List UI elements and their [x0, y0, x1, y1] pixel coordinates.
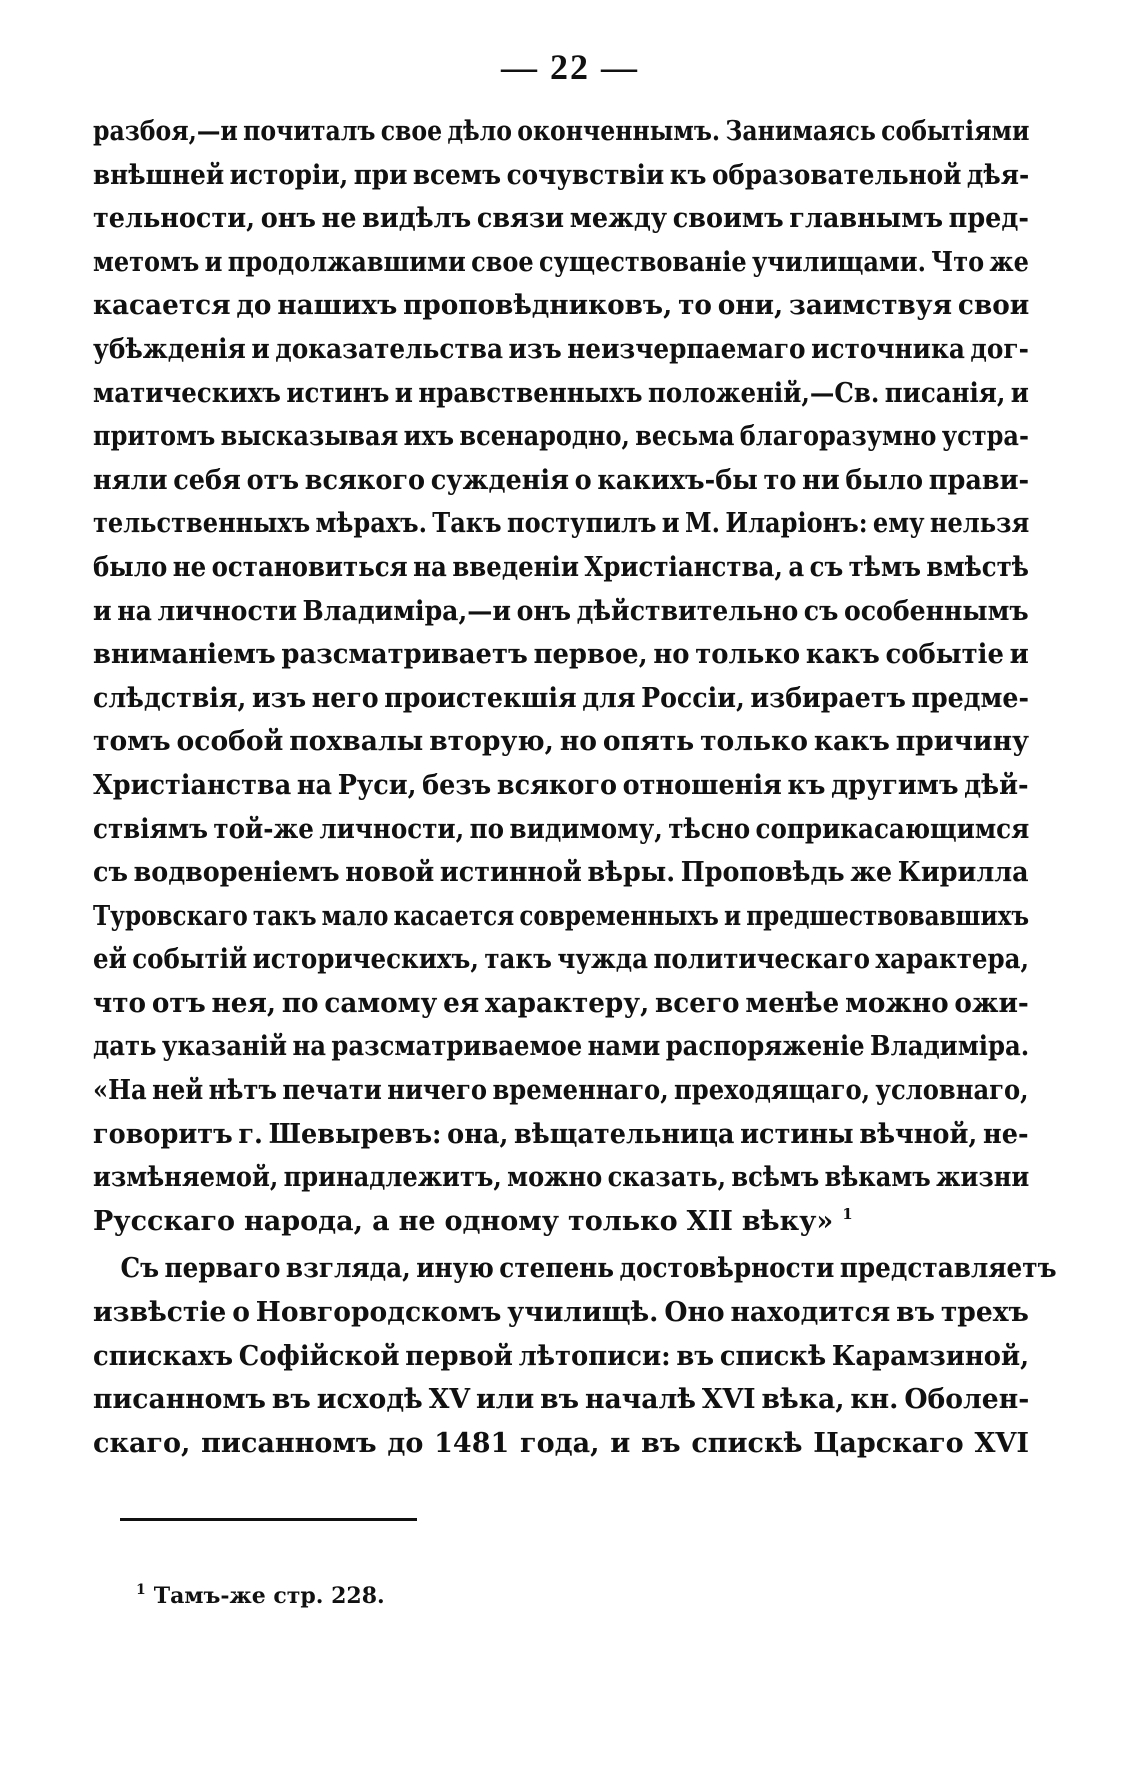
text-line: спискахъ Софійской первой лѣтописи: въ спискѣ Карамзиной,	[93, 1340, 1030, 1372]
text-line: слѣдствія, изъ него проистекшія для Россіи, избираетъ предме-	[93, 682, 1029, 714]
text-line: Христіанства на Руси, безъ всякого отношенія къ другимъ дѣй-	[93, 769, 1029, 801]
text-line: дать указаній на разсматриваемое нами распоряженіе Владиміра.	[93, 1031, 1030, 1063]
text-line: писанномъ въ исходѣ XV или въ началѣ XVI вѣка, кн. Оболен-	[93, 1384, 1030, 1416]
text-line: и на личности Владиміра,—и онъ дѣйствительно съ особеннымъ	[93, 595, 1029, 627]
text-line: Туровскаго такъ мало касается современныхъ и предшествовавшихъ	[93, 900, 1030, 932]
text-line: внѣшней исторіи, при всемъ сочувствіи къ образовательной дѣя-	[93, 159, 1030, 191]
text-line: матическихъ истинъ и нравственныхъ положеній,—Св. писанія, и	[93, 377, 1029, 409]
footnote-reference: 1	[842, 1204, 853, 1223]
text-line: что отъ нея, по самому ея характеру, всего менѣе можно ожи-	[93, 987, 1029, 1019]
text-line: притомъ высказывая ихъ всенародно, весьма благоразумно устра-	[93, 421, 1029, 453]
text-line: няли себя отъ всякого сужденія о какихъ-бы то ни было прави-	[93, 464, 1030, 496]
text-line: разбоя,—и почиталъ свое дѣло оконченнымъ. Занимаясь событіями	[93, 116, 1030, 147]
text-line: касается до нашихъ проповѣдниковъ, то они, заимствуя свои	[93, 290, 1030, 322]
text-line: съ водвореніемъ новой истинной вѣры. Проповѣдь же Кирилла	[93, 857, 1029, 889]
footnote	[136, 1583, 385, 1609]
text-line: тельности, онъ не видѣлъ связи между своимъ главнымъ пред-	[93, 203, 1029, 235]
body-text	[93, 116, 1057, 1471]
text-line: говоритъ г. Шевыревъ: она, вѣщательница истины вѣчной, не-	[93, 1118, 1029, 1150]
text-line: метомъ и продолжавшими свое существованіе училищами. Что же	[93, 246, 1029, 278]
text-line: измѣняемой, принадлежитъ, можно сказать, всѣмъ вѣкамъ жизни	[93, 1162, 1030, 1194]
text-line: ствіямъ той-же личности, по видимому, тѣсно соприкасающимся	[93, 813, 1030, 845]
footnote-mark: 1	[136, 1582, 146, 1598]
text-line: ей событій историческихъ, такъ чужда политическаго характера,	[93, 944, 1030, 976]
page-number: — 22 —	[501, 47, 639, 87]
text-line: томъ особой похвалы вторую, но опять только какъ причину	[93, 726, 1030, 758]
text-line: извѣстіе о Новгородскомъ училищѣ. Оно находится въ трехъ	[93, 1297, 1029, 1329]
footnote-text: Тамъ-же стр. 228.	[153, 1583, 385, 1609]
text-line: Съ перваго взгляда, иную степень достовѣрности представляетъ	[120, 1253, 1057, 1285]
text-line: скаго, писанномъ до 1481 года, и въ спискѣ Царскаго XVI	[93, 1427, 1029, 1459]
text-line: «На ней нѣтъ печати ничего временнаго, преходящаго, условнаго,	[93, 1075, 1029, 1107]
text-line: Русскаго народа, а не одному только XII вѣку» 1	[93, 1204, 853, 1237]
footnote-divider	[120, 1518, 417, 1521]
text-line: убѣжденія и доказательства изъ неизчерпаемаго источника дог-	[93, 333, 1029, 365]
text-line: тельственныхъ мѣрахъ. Такъ поступилъ и М. Иларіонъ: ему нельзя	[93, 508, 1030, 540]
text-line: было не остановиться на введеніи Христіанства, а съ тѣмъ вмѣстѣ	[93, 551, 1029, 583]
text-line: вниманіемъ разсматриваетъ первое, но только какъ событіе и	[93, 639, 1029, 671]
